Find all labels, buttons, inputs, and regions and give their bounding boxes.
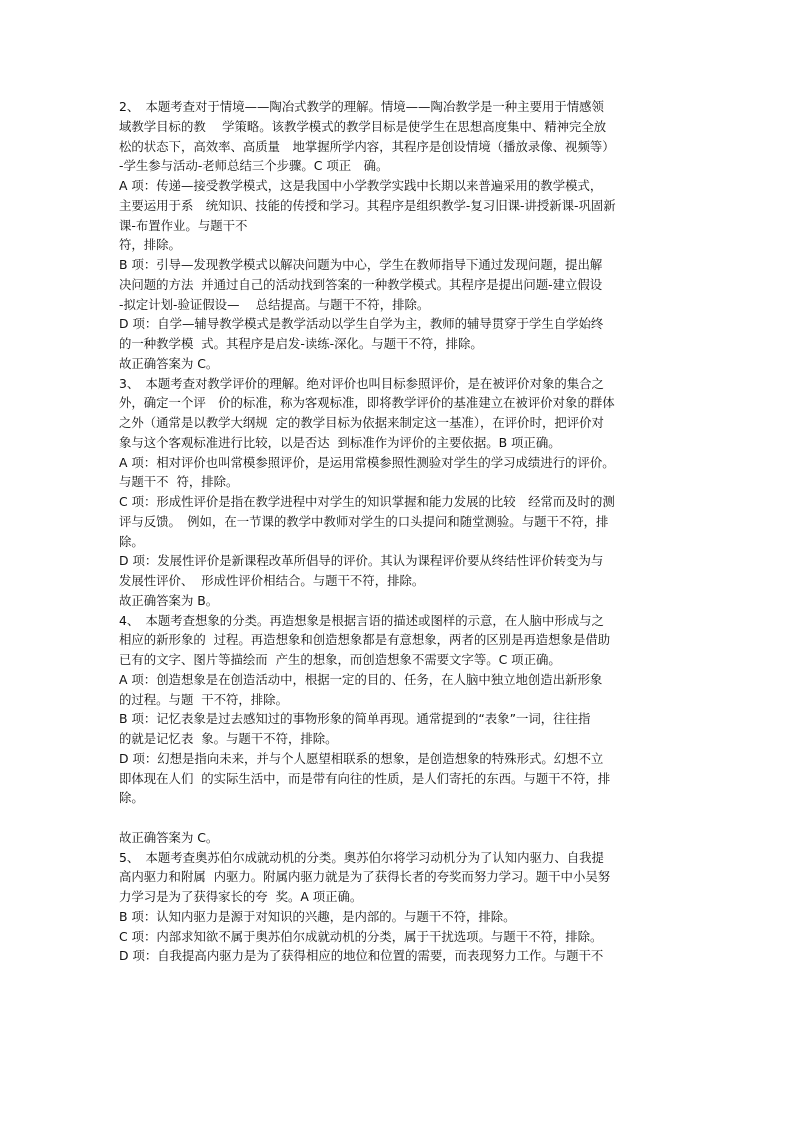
text-line: D 项：自学—辅导教学模式是教学活动以学生自学为主，教师的辅导贯穿于学生自学始终	[119, 316, 604, 332]
text-line: B 项：认知内驱力是源于对知识的兴趣，是内部的。与题干不符，排除。	[119, 908, 516, 924]
text-line: 3、 本题考查对教学评价的理解。绝对评价也叫目标参照评价，是在被评价对象的集合之	[119, 375, 604, 391]
text-line: 的就是记忆表 象。与题干不符，排除。	[119, 731, 338, 746]
text-line: 故正确答案为 C。	[119, 829, 219, 845]
text-line: 评与反馈。 例如，在一节课的教学中教师对学生的口头提问和随堂测验。与题干不符，排	[119, 513, 609, 529]
text-line: 发展性评价、 形成性评价相结合。与题干不符，排除。	[119, 573, 425, 588]
text-line: 4、 本题考查想象的分类。再造想象是根据言语的描述或图样的示意，在人脑中形成与之	[119, 612, 604, 628]
text-line: -学生参与活动-老师总结三个步骤。C 项正 确。	[119, 158, 389, 174]
text-line: D 项：自我提高内驱力是为了获得相应的地位和位置的需要，而表现努力工作。与题干不	[119, 948, 604, 964]
text-line: 主要运用于系 统知识、技能的传授和学习。其程序是组织教学-复习旧课-讲授新课-巩固新	[119, 197, 616, 213]
text-line: D 项：幻想是指向未来，并与个人愿望相联系的想象，是创造想象的特殊形式。幻想不立	[119, 750, 604, 766]
text-line: 的过程。与题 干不符，排除。	[119, 691, 288, 707]
text-line: 除。	[119, 790, 144, 806]
text-line: 之外（通常是以教学大纲规 定的教学目标为依据来制定这一基准），在评价时，把评价对	[119, 415, 604, 430]
text-line: 力学习是为了获得家长的夸 奖。A 项正确。	[119, 889, 363, 904]
text-line: 除。	[119, 533, 144, 549]
text-line: D 项：发展性评价是新课程改革所倡导的评价。其认为课程评价要从终结性评价转变为与	[119, 553, 604, 569]
blank-line	[119, 808, 679, 828]
text-line: 已有的文字、图片等描绘而 产生的想象，而创造想象不需要文字等。C 项正确。	[119, 652, 561, 667]
text-line: A 项：相对评价也叫常模参照评价，是运用常模参照性测验对学生的学习成绩进行的评价。	[119, 454, 615, 470]
text-line: 5、 本题考查奥苏伯尔成就动机的分类。奥苏伯尔将学习动机分为了认知内驱力、自我提	[119, 849, 604, 865]
text-line: 与题干不 符，排除。	[119, 474, 239, 490]
text-line: 符，排除。	[119, 237, 181, 253]
text-line: A 项：创造想象是在创造活动中，根据一定的目的、任务，在人脑中独立地创造出新形象	[119, 671, 603, 687]
text-line: 相应的新形象的 过程。再造想象和创造想象都是有意想象，两者的区别是再造想象是借助	[119, 632, 611, 648]
text-line: 松的状态下，高效率、高质量 地掌握所学内容，其程序是创设情境（播放录像、视频等）	[119, 138, 615, 154]
text-line: 故正确答案为 C。	[119, 355, 219, 371]
text-line: B 项：记忆表象是过去感知过的事物形象的简单再现。通常提到的“表象”一词，往往指	[119, 711, 591, 727]
text-line: 域教学目标的教 学策略。该教学模式的教学目标是使学生在思想高度集中、精神完全放	[119, 118, 607, 134]
text-line: 外，确定一个评 价的标准，称为客观标准，即将教学评价的基准建立在被评价对象的群体	[119, 395, 615, 411]
text-line: C 项：形成性评价是指在教学进程中对学生的知识掌握和能力发展的比较 经常而及时的测	[119, 494, 615, 509]
text-line: B 项：引导—发现教学模式以解决问题为中心，学生在教师指导下通过发现问题，提出解	[119, 257, 603, 272]
text-line: A 项：传递—接受教学模式，这是我国中小学教学实践中长期以来普遍采用的教学模式，	[119, 178, 603, 193]
text-line: 故正确答案为 B。	[119, 592, 219, 608]
text-line: 决问题的方法 并通过自己的活动找到答案的一种教学模式。其程序是提出问题-建立假设	[119, 276, 603, 292]
text-line: 象与这个客观标准进行比较，以是否达 到标准作为评价的主要依据。B 项正确。	[119, 434, 561, 450]
text-line: -拟定计划-验证假设— 总结提高。与题干不符，排除。	[119, 296, 430, 312]
text-line: 的一种教学模 式。其程序是启发-读练-深化。与题干不符，排除。	[119, 336, 483, 351]
text-line: 高内驱力和附属 内驱力。附属内驱力就是为了获得长者的夸奖而努力学习。题干中小吴努	[119, 869, 611, 885]
text-line: 即体现在人们 的实际生活中，而是带有向往的性质，是人们寄托的东西。与题干不符，排	[119, 770, 611, 786]
text-line: C 项：内部求知欲不属于奥苏伯尔成就动机的分类，属于干扰选项。与题干不符，排除。	[119, 928, 603, 944]
text-line: 课-布置作业。与题干不	[119, 217, 248, 233]
text-line: 2、 本题考查对于情境——陶冶式教学的理解。情境——陶冶教学是一种主要用于情感领	[119, 99, 604, 114]
document-body	[119, 97, 679, 966]
